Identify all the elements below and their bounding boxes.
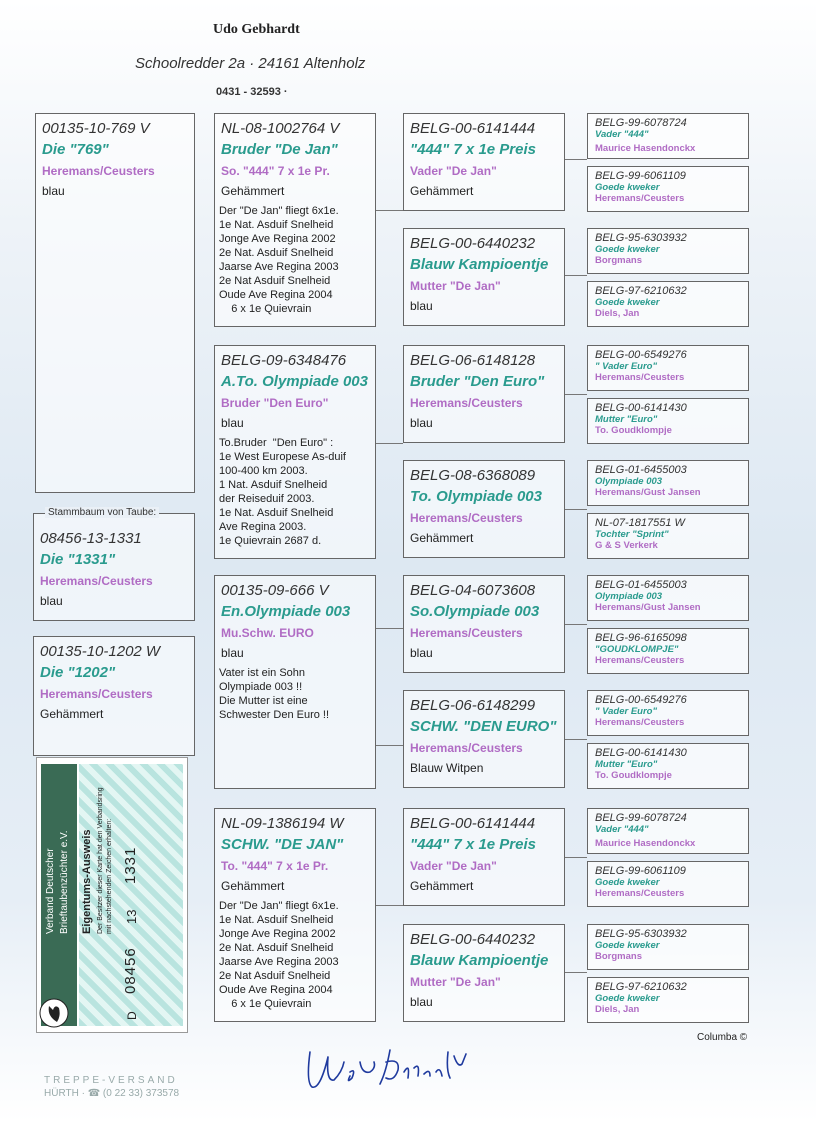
gen4-box xyxy=(587,743,749,789)
gen4-ring: BELG-95-6303932 xyxy=(595,928,687,940)
subject-breeder: Heremans/Ceusters xyxy=(40,574,153,588)
card-title: Eigentums-Ausweis xyxy=(81,829,93,934)
gen3-box xyxy=(403,808,565,906)
gen3-ring: BELG-06-6148299 xyxy=(410,697,536,714)
gen4-box xyxy=(587,398,749,444)
gen3-color: blau xyxy=(410,995,433,1009)
gen3-color: blau xyxy=(410,416,433,430)
gen3-box xyxy=(403,460,565,558)
gen4-name: Tochter "Sprint" xyxy=(595,529,669,540)
gen2-ring: 00135-09-666 V xyxy=(221,582,329,599)
gen3-breeder: Vader "De Jan" xyxy=(410,164,497,178)
signature-image xyxy=(290,1032,490,1102)
gen3-color: Blauw Witpen xyxy=(410,761,484,775)
gen4-ring: BELG-00-6141430 xyxy=(595,747,687,759)
gen2-box xyxy=(214,575,376,789)
gen4-ring: BELG-00-6549276 xyxy=(595,694,687,706)
gen2-color: Gehämmert xyxy=(221,184,285,198)
gen4-breeder: Borgmans xyxy=(595,951,642,962)
gen4-name: Goede kweker xyxy=(595,244,660,255)
gen4-box xyxy=(587,345,749,391)
gen2-notes: Der "De Jan" fliegt 6x1e. 1e Nat. Asduif Snelheid Jonge Ave Regina 2002 2e Nat. Asduif Snelheid Jaarse Ave Regina 2003 2e Nat Asduif Snelheid Oude Ave Regina 2004 6 x 1e Quievrain xyxy=(219,900,339,1010)
gen3-box xyxy=(403,345,565,443)
gen4-box xyxy=(587,690,749,736)
father-name: Die "769" xyxy=(42,141,109,158)
gen4-ring: BELG-96-6165098 xyxy=(595,632,687,644)
owner-phone: 0431 - 32593 · xyxy=(216,86,288,98)
gen4-box xyxy=(587,460,749,506)
gen4-box xyxy=(587,575,749,621)
gen3-ring: BELG-04-6073608 xyxy=(410,582,536,599)
subject-ring: 08456-13-1331 xyxy=(40,530,142,547)
pedigree-label: Stammbaum von Taube: xyxy=(45,507,159,518)
gen2-breeder: So. "444" 7 x 1e Pr. xyxy=(221,164,330,178)
gen3-box xyxy=(403,690,565,788)
card-ring: 1331 xyxy=(122,846,139,884)
mother-breeder: Heremans/Ceusters xyxy=(40,687,153,701)
gen4-name: Goede kweker xyxy=(595,297,660,308)
gen4-breeder: Borgmans xyxy=(595,255,642,266)
gen2-breeder: To. "444" 7 x 1e Pr. xyxy=(221,859,329,873)
gen3-ring: BELG-00-6141444 xyxy=(410,120,536,137)
gen4-breeder: Diels, Jan xyxy=(595,308,640,319)
gen4-ring: BELG-97-6210632 xyxy=(595,981,687,993)
connector-line xyxy=(565,972,587,973)
gen2-notes: Der "De Jan" fliegt 6x1e. 1e Nat. Asduif Snelheid Jonge Ave Regina 2002 2e Nat. Asduif Snelheid Jaarse Ave Regina 2003 2e Nat Asduif Snelheid Oude Ave Regina 2004 6 x 1e Quievrain xyxy=(219,205,339,315)
gen2-notes: Vater ist ein Sohn Olympiade 003 !! Die Mutter ist eine Schwester Den Euro !! xyxy=(219,667,330,721)
gen4-name: Olympiade 003 xyxy=(595,476,663,487)
copyright-text: Columba © xyxy=(697,1032,748,1043)
gen3-name: "444" 7 x 1e Preis xyxy=(410,836,536,853)
gen2-notes: To.Bruder "Den Euro" : 1e West Europese As-duif 100-400 km 2003. 1 Nat. Asduif Snelheid der Reiseduif 2003. 1e Nat. Asduif Snelheid Ave Regina 2003. 1e Quievrain 2687 d. xyxy=(219,437,346,547)
printer-name: TREPPE-VERSAND xyxy=(44,1075,178,1086)
gen4-breeder: Heremans/Ceusters xyxy=(595,193,685,204)
gen2-ring: BELG-09-6348476 xyxy=(221,352,347,369)
gen4-ring: BELG-00-6141430 xyxy=(595,402,687,414)
gen3-name: Blauw Kampioentje xyxy=(410,952,549,969)
gen4-breeder: To. Goudklompje xyxy=(595,770,672,781)
connector-line xyxy=(565,275,587,276)
mother-box xyxy=(33,636,195,756)
gen4-breeder: Diels, Jan xyxy=(595,1004,640,1015)
subject-box xyxy=(33,513,195,621)
gen4-box xyxy=(587,977,749,1023)
connector-line xyxy=(376,905,403,906)
gen3-breeder: Mutter "De Jan" xyxy=(410,975,501,989)
connector-line xyxy=(565,394,587,395)
gen4-breeder: Heremans/Ceusters xyxy=(595,655,685,666)
gen4-box xyxy=(587,228,749,274)
gen3-color: Gehämmert xyxy=(410,879,474,893)
gen3-box xyxy=(403,924,565,1022)
card-country: D xyxy=(125,1011,139,1020)
gen4-ring: BELG-99-6078724 xyxy=(595,117,687,129)
card-org-line2: Brieftaubenzüchter e.V. xyxy=(59,830,70,934)
gen4-name: Olympiade 003 xyxy=(595,591,663,602)
father-ring: 00135-10-769 V xyxy=(42,120,150,137)
gen2-breeder: Mu.Schw. EURO xyxy=(221,626,314,640)
connector-line xyxy=(376,745,403,746)
gen3-ring: BELG-00-6440232 xyxy=(410,235,536,252)
gen2-ring: NL-09-1386194 W xyxy=(221,815,344,832)
father-color: blau xyxy=(42,184,65,198)
connector-line xyxy=(376,628,403,629)
gen3-breeder: Mutter "De Jan" xyxy=(410,279,501,293)
connector-line xyxy=(565,739,587,740)
gen4-name: Mutter "Euro" xyxy=(595,414,658,425)
gen4-ring: BELG-01-6455003 xyxy=(595,464,687,476)
gen4-box xyxy=(587,808,749,854)
gen4-box xyxy=(587,924,749,970)
gen3-breeder: Vader "De Jan" xyxy=(410,859,497,873)
gen3-color: blau xyxy=(410,646,433,660)
gen4-name: Goede kweker xyxy=(595,182,660,193)
gen4-breeder: Maurice Hasendonckx xyxy=(595,838,696,849)
connector-line xyxy=(565,857,587,858)
card-year: 13 xyxy=(124,909,139,924)
printer-contact: HÜRTH · ☎ (0 22 33) 373578 xyxy=(44,1088,180,1099)
gen3-breeder: Heremans/Ceusters xyxy=(410,511,523,525)
gen3-box xyxy=(403,228,565,326)
gen2-name: SCHW. "DE JAN" xyxy=(221,836,344,853)
gen4-breeder: Heremans/Gust Jansen xyxy=(595,487,701,498)
subject-name: Die "1331" xyxy=(40,551,116,568)
gen4-name: Goede kweker xyxy=(595,877,660,888)
father-box xyxy=(35,113,195,493)
gen3-name: Bruder "Den Euro" xyxy=(410,373,545,390)
gen4-breeder: Heremans/Ceusters xyxy=(595,372,685,383)
gen3-name: "444" 7 x 1e Preis xyxy=(410,141,536,158)
gen4-ring: BELG-97-6210632 xyxy=(595,285,687,297)
mother-color: Gehämmert xyxy=(40,707,104,721)
gen2-color: blau xyxy=(221,416,244,430)
mother-name: Die "1202" xyxy=(40,664,116,681)
gen4-breeder: Maurice Hasendonckx xyxy=(595,143,696,154)
gen2-name: A.To. Olympiade 003 xyxy=(221,373,368,390)
gen4-box xyxy=(587,628,749,674)
gen3-breeder: Heremans/Ceusters xyxy=(410,741,523,755)
gen4-name: Vader "444" xyxy=(595,824,649,835)
gen3-ring: BELG-08-6368089 xyxy=(410,467,536,484)
ownership-card xyxy=(36,757,188,1033)
connector-line xyxy=(565,509,587,510)
father-breeder: Heremans/Ceusters xyxy=(42,164,155,178)
card-description-line1: Der Besitzer dieser Karte hat den Verbandsring xyxy=(97,787,104,934)
gen2-breeder: Bruder "Den Euro" xyxy=(221,396,329,410)
card-number: 08456 xyxy=(122,947,139,994)
gen4-name: "GOUDKLOMPJE" xyxy=(595,644,679,655)
gen3-ring: BELG-00-6141444 xyxy=(410,815,536,832)
gen2-name: En.Olympiade 003 xyxy=(221,603,351,620)
gen4-name: " Vader Euro" xyxy=(595,361,657,372)
gen2-name: Bruder "De Jan" xyxy=(221,141,338,158)
gen4-box xyxy=(587,113,749,159)
gen4-box xyxy=(587,281,749,327)
connector-line xyxy=(376,443,403,444)
gen3-name: SCHW. "DEN EURO" xyxy=(410,718,557,735)
gen4-name: Vader "444" xyxy=(595,129,649,140)
gen4-ring: BELG-00-6549276 xyxy=(595,349,687,361)
gen4-name: " Vader Euro" xyxy=(595,706,657,717)
connector-line xyxy=(376,210,403,211)
gen2-color: blau xyxy=(221,646,244,660)
gen3-box xyxy=(403,113,565,211)
gen3-name: Blauw Kampioentje xyxy=(410,256,549,273)
card-description-line2: mit nachstehenden Zeichen erhalten: xyxy=(106,818,113,934)
gen4-name: Goede kweker xyxy=(595,993,660,1004)
gen3-color: Gehämmert xyxy=(410,184,474,198)
card-org-line1: Verband Deutscher xyxy=(45,848,56,934)
gen4-ring: BELG-99-6078724 xyxy=(595,812,687,824)
gen4-box xyxy=(587,513,749,559)
subject-color: blau xyxy=(40,594,63,608)
connector-line xyxy=(565,624,587,625)
gen4-box xyxy=(587,861,749,907)
gen4-ring: BELG-99-6061109 xyxy=(595,865,686,877)
mother-ring: 00135-10-1202 W xyxy=(40,643,161,660)
gen4-name: Mutter "Euro" xyxy=(595,759,658,770)
gen3-breeder: Heremans/Ceusters xyxy=(410,626,523,640)
gen2-box xyxy=(214,113,376,327)
gen2-ring: NL-08-1002764 V xyxy=(221,120,340,137)
card-text-group xyxy=(37,758,189,1034)
gen4-breeder: Heremans/Ceusters xyxy=(595,888,685,899)
gen3-ring: BELG-06-6148128 xyxy=(410,352,536,369)
gen4-name: Goede kweker xyxy=(595,940,660,951)
gen3-box xyxy=(403,575,565,673)
gen4-breeder: Heremans/Ceusters xyxy=(595,717,685,728)
gen4-breeder: G & S Verkerk xyxy=(595,540,658,551)
gen3-color: blau xyxy=(410,299,433,313)
gen2-box xyxy=(214,808,376,1022)
gen3-ring: BELG-00-6440232 xyxy=(410,931,536,948)
gen4-breeder: To. Goudklompje xyxy=(595,425,672,436)
gen3-breeder: Heremans/Ceusters xyxy=(410,396,523,410)
owner-name: Udo Gebhardt xyxy=(213,22,300,37)
gen4-ring: BELG-01-6455003 xyxy=(595,579,687,591)
pigeon-icon xyxy=(39,998,69,1028)
gen4-breeder: Heremans/Gust Jansen xyxy=(595,602,701,613)
gen3-name: To. Olympiade 003 xyxy=(410,488,542,505)
gen4-ring: NL-07-1817551 W xyxy=(595,517,685,529)
gen3-name: So.Olympiade 003 xyxy=(410,603,540,620)
gen4-ring: BELG-99-6061109 xyxy=(595,170,686,182)
connector-line xyxy=(565,159,587,160)
owner-address: Schoolredder 2a · 24161 Altenholz xyxy=(135,55,366,72)
gen4-ring: BELG-95-6303932 xyxy=(595,232,687,244)
gen3-color: Gehämmert xyxy=(410,531,474,545)
gen2-color: Gehämmert xyxy=(221,879,285,893)
gen4-box xyxy=(587,166,749,212)
gen2-box xyxy=(214,345,376,559)
